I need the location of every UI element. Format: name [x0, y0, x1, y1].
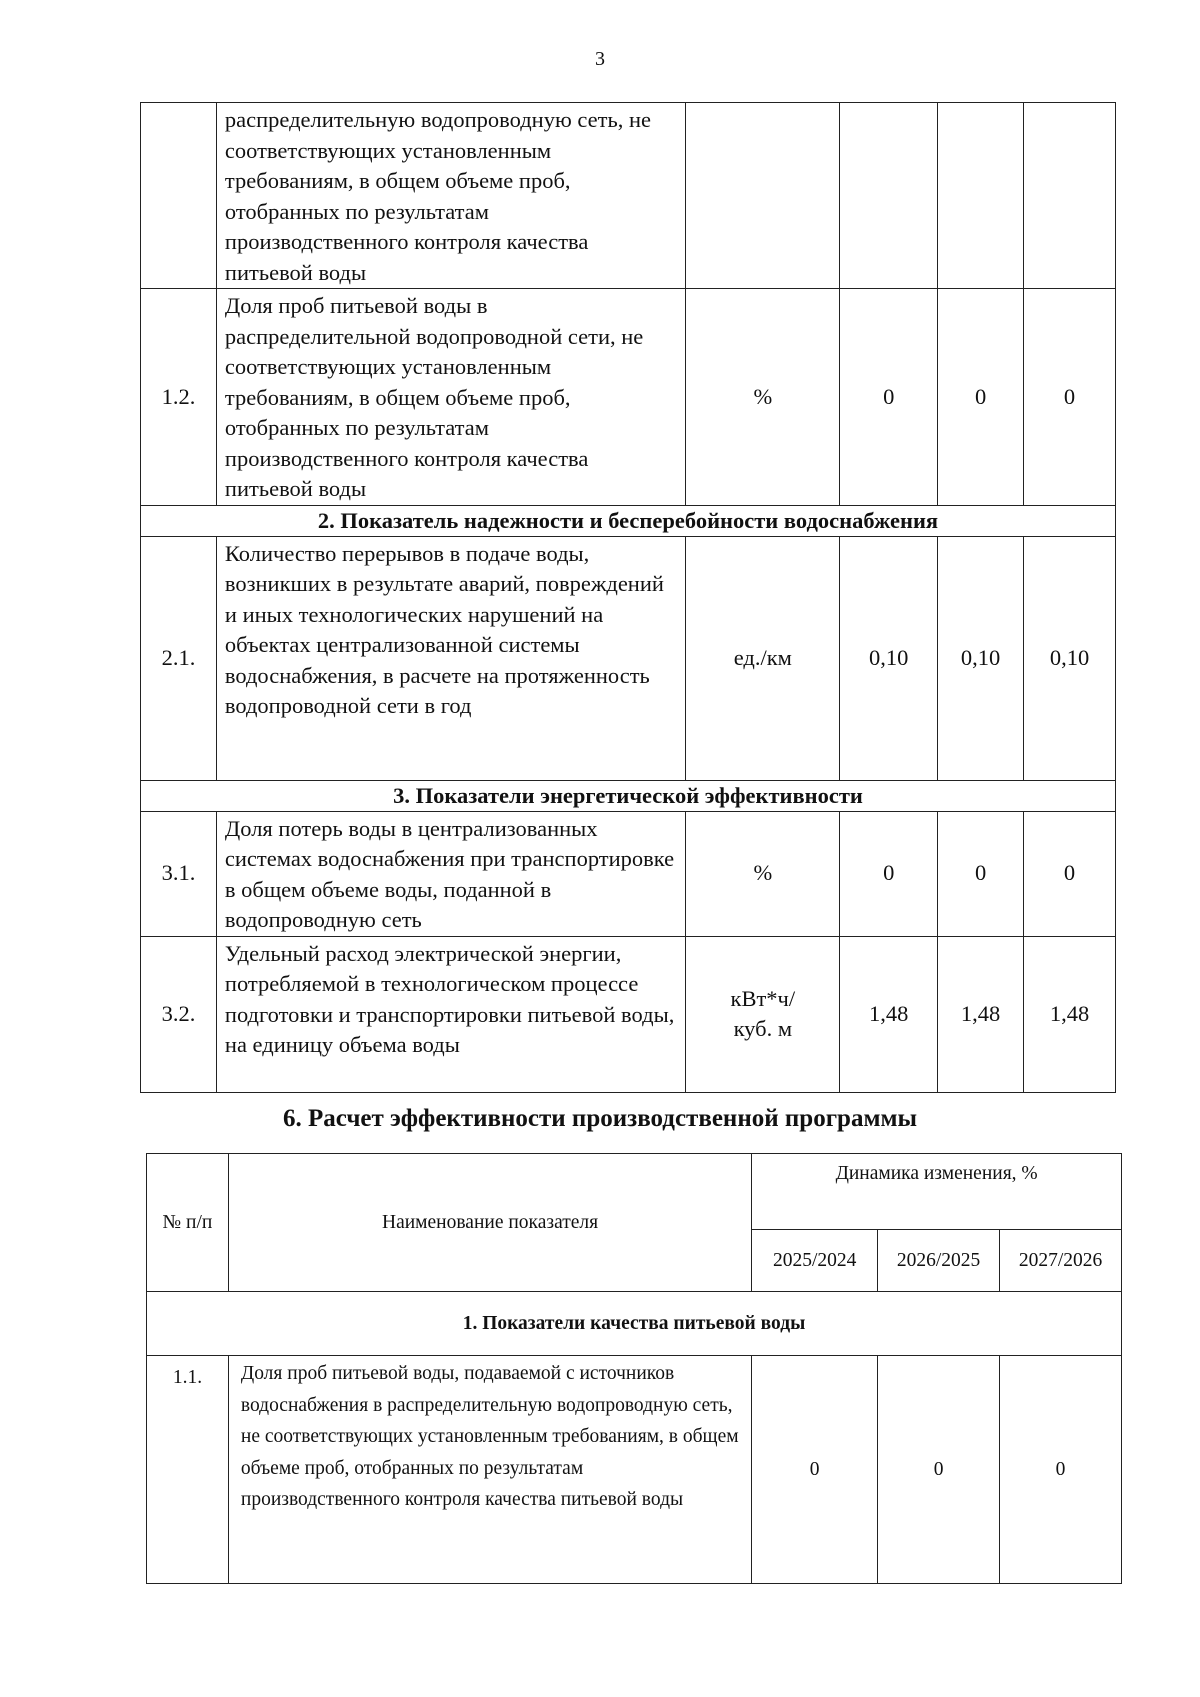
section-heading: 2. Показатель надежности и бесперебойности водоснабжения — [141, 505, 1116, 536]
table-row — [141, 103, 1116, 289]
indicator-name: Удельный расход электрической энергии, потребляемой в технологическом процессе подготовки и транспортировки питьевой воды, на единицу объема воды — [216, 936, 685, 1092]
value-cell: 0 — [1024, 811, 1116, 936]
value-cell: 0,10 — [938, 536, 1024, 780]
unit-cell: % — [686, 289, 840, 506]
row-number: 3.2. — [141, 936, 217, 1092]
unit-cell — [686, 936, 840, 1092]
unit-text: кВт*ч/ куб. м — [730, 985, 796, 1041]
unit-cell: ед./км — [686, 536, 840, 780]
header-year: 2027/2026 — [1000, 1230, 1122, 1292]
unit-cell: % — [686, 811, 840, 936]
row-number: 3.1. — [141, 811, 217, 936]
section-title: 6. Расчет эффективности производственной программы — [282, 1105, 918, 1132]
header-num: № п/п — [147, 1154, 229, 1292]
value-cell — [938, 103, 1024, 289]
value-cell — [840, 103, 938, 289]
page-number: 3 — [595, 48, 605, 70]
header-row — [147, 1154, 1122, 1230]
value-cell: 0 — [938, 289, 1024, 506]
table-row — [141, 811, 1116, 936]
header-year: 2025/2024 — [752, 1230, 878, 1292]
value-cell: 0 — [938, 811, 1024, 936]
value-cell: 0 — [878, 1356, 1000, 1584]
value-cell: 0 — [1024, 289, 1116, 506]
indicator-name: Количество перерывов в подаче воды, возникших в результате аварий, повреждений и иных технологических нарушений на объектах централизованной системы водоснабжения, в расчете на протяженность водопроводной сети в год — [216, 536, 685, 780]
value-cell: 0 — [752, 1356, 878, 1584]
efficiency-table — [146, 1153, 1122, 1584]
indicator-name: Доля проб питьевой воды в распределительной водопроводной сети, не соответствующих установленным требованиям, в общем объеме проб, отобранных по результатам производственного контроля качества питьевой воды — [216, 289, 685, 506]
row-number: 2.1. — [141, 536, 217, 780]
value-cell: 1,48 — [938, 936, 1024, 1092]
value-cell: 1,48 — [840, 936, 938, 1092]
value-cell: 1,48 — [1024, 936, 1116, 1092]
section-row — [141, 780, 1116, 811]
unit-cell — [686, 103, 840, 289]
value-cell: 0 — [840, 811, 938, 936]
value-cell — [1024, 103, 1116, 289]
indicators-table — [140, 102, 1116, 1093]
indicator-name: Доля потерь воды в централизованных системах водоснабжения при транспортировке в общем объеме воды, поданной в водопроводную сеть — [216, 811, 685, 936]
value-cell: 0,10 — [840, 536, 938, 780]
table-row — [141, 289, 1116, 506]
table-row — [147, 1356, 1122, 1584]
row-number — [141, 103, 217, 289]
table-row — [141, 536, 1116, 780]
indicator-name: Доля проб питьевой воды, подаваемой с источников водоснабжения в распределительную водопроводную сеть, не соответствующих установленным требованиям, в общем объеме проб, отобранных по результатам производственного контроля качества питьевой воды — [228, 1356, 751, 1584]
header-dynamics: Динамика изменения, % — [752, 1154, 1122, 1230]
header-year: 2026/2025 — [878, 1230, 1000, 1292]
value-cell: 0 — [1000, 1356, 1122, 1584]
row-number: 1.2. — [141, 289, 217, 506]
value-cell: 0 — [840, 289, 938, 506]
indicator-name: распределительную водопроводную сеть, не соответствующих установленным требованиям, в общем объеме проб, отобранных по результатам производственного контроля качества питьевой воды — [216, 103, 685, 289]
table-row — [141, 936, 1116, 1092]
value-cell: 0,10 — [1024, 536, 1116, 780]
section-row — [141, 505, 1116, 536]
section-row — [147, 1292, 1122, 1356]
section-heading: 3. Показатели энергетической эффективности — [141, 780, 1116, 811]
row-number: 1.1. — [147, 1356, 229, 1584]
header-name: Наименование показателя — [228, 1154, 751, 1292]
section-heading: 1. Показатели качества питьевой воды — [147, 1292, 1122, 1356]
